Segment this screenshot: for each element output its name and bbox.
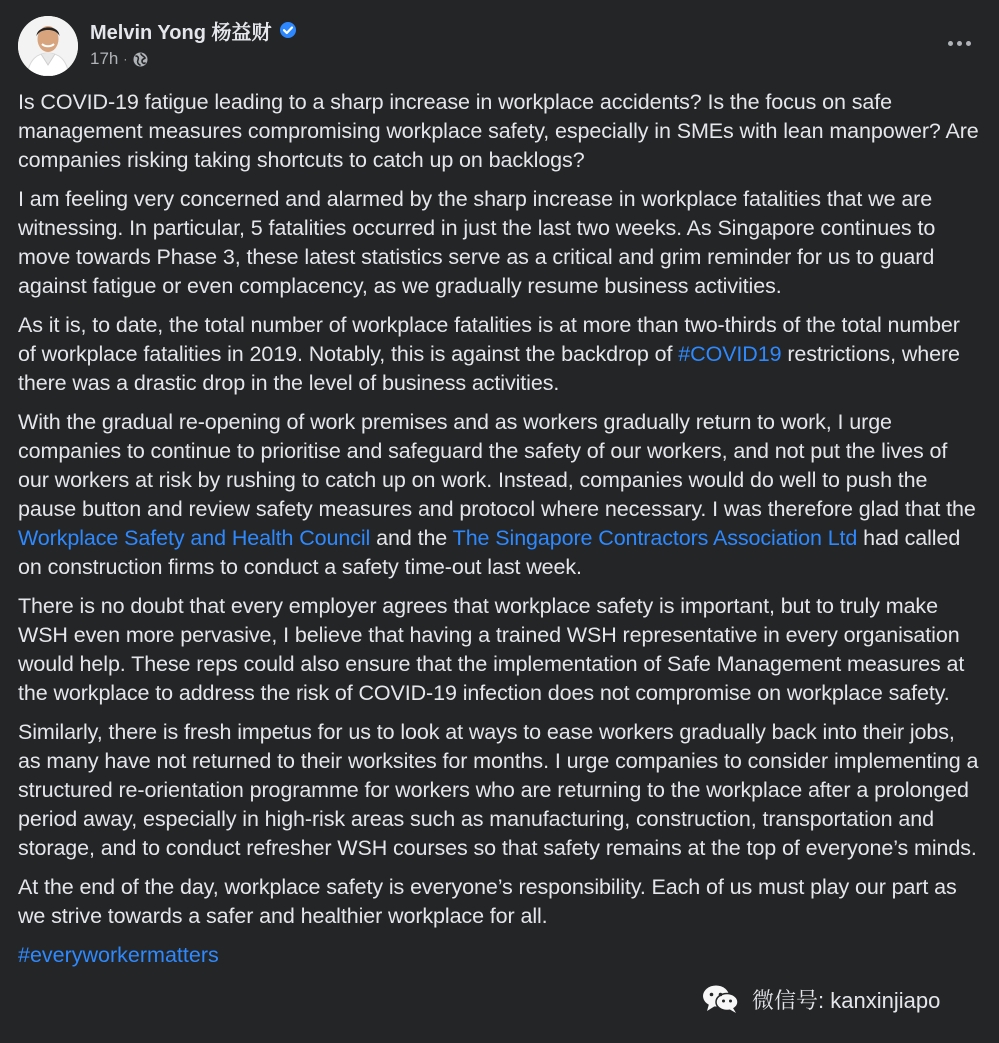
post-paragraph-5: There is no doubt that every employer agrees that workplace safety is important, but to truly make WSH even more pervasive, I believe that having a trained WSH representative in every organisation would help. These reps could also ensure that the implementation of Safe Management measures at the workplace to address the risk of COVID-19 infection does not compromise on workplace safety. xyxy=(18,594,965,705)
contractors-association-link[interactable]: The Singapore Contractors Association Ltd xyxy=(452,526,858,550)
meta-separator: · xyxy=(123,52,128,66)
post-header xyxy=(18,16,981,76)
wsh-council-link[interactable]: Workplace Safety and Health Council xyxy=(18,526,371,550)
avatar-portrait-icon xyxy=(18,16,78,76)
paragraph-3-text-after: restrictions, where there was a drastic drop in the level of business activities. xyxy=(18,342,960,395)
verified-badge-icon xyxy=(279,21,297,39)
paragraph-4-text-middle: and the xyxy=(370,526,453,550)
paragraph-4-text-before: With the gradual re-opening of work premises and as workers gradually return to work, I urge companies to continue to prioritise and safeguard the safety of our workers, and not put the lives of our workers at risk by rushing to catch up on work. Instead, companies would do well to push the pause button and review safety measures and protocol where necessary. I was therefore glad that the xyxy=(18,410,976,521)
post-paragraph-4 xyxy=(18,408,981,582)
post-paragraph-3 xyxy=(18,311,981,398)
author-avatar[interactable] xyxy=(18,16,78,76)
globe-icon[interactable] xyxy=(132,51,149,68)
wechat-icon xyxy=(700,982,742,1016)
wechat-id-text: 微信号: kanxinjiapo xyxy=(752,987,941,1013)
footer-hashtag-link[interactable]: #everyworkermatters xyxy=(18,943,219,967)
wechat-watermark xyxy=(700,981,966,1017)
post-content xyxy=(18,88,981,970)
post-paragraph-6: Similarly, there is fresh impetus for us to look at ways to ease workers gradually back into their jobs, as many have not returned to their worksites for months. I urge companies to consider implementing a structured re-orientation programme for workers who are returning to the workplace after a prolonged period away, especially in high-risk areas such as manufacturing, construction, transportation and storage, and to conduct refresher WSH courses so that safety remains at the top of everyone’s minds. xyxy=(18,720,979,860)
author-name[interactable]: Melvin Yong 杨益财 xyxy=(90,21,272,44)
author-name-row xyxy=(90,16,297,44)
post-paragraph-7: At the end of the day, workplace safety is everyone’s responsibility. Each of us must play our part as we strive towards a safer and healthier workplace for all. xyxy=(18,875,957,928)
post-meta xyxy=(90,48,149,70)
post-paragraph-1: Is COVID-19 fatigue leading to a sharp increase in workplace accidents? Is the focus on safe management measures compromising workplace safety, especially in SMEs with lean manpower? Are companies risking taking shortcuts to catch up on backlogs? xyxy=(18,90,979,172)
paragraph-4-text-after: had called on construction firms to conduct a safety time-out last week. xyxy=(18,526,961,579)
post-time[interactable]: 17h xyxy=(90,49,119,68)
covid19-hashtag-link[interactable]: #COVID19 xyxy=(678,342,782,366)
more-options-icon[interactable] xyxy=(941,28,977,58)
paragraph-3-text-before: As it is, to date, the total number of workplace fatalities is at more than two-thirds of the total number of workplace fatalities in 2019. Notably, this is against the backdrop of xyxy=(18,313,960,366)
post-paragraph-2: I am feeling very concerned and alarmed by the sharp increase in workplace fatalities that we are witnessing. In particular, 5 fatalities occurred in just the last two weeks. As Singapore continues to move towards Phase 3, these latest statistics serve as a critical and grim reminder for us to guard against fatigue or even complacency, as we gradually resume business activities. xyxy=(18,187,936,298)
